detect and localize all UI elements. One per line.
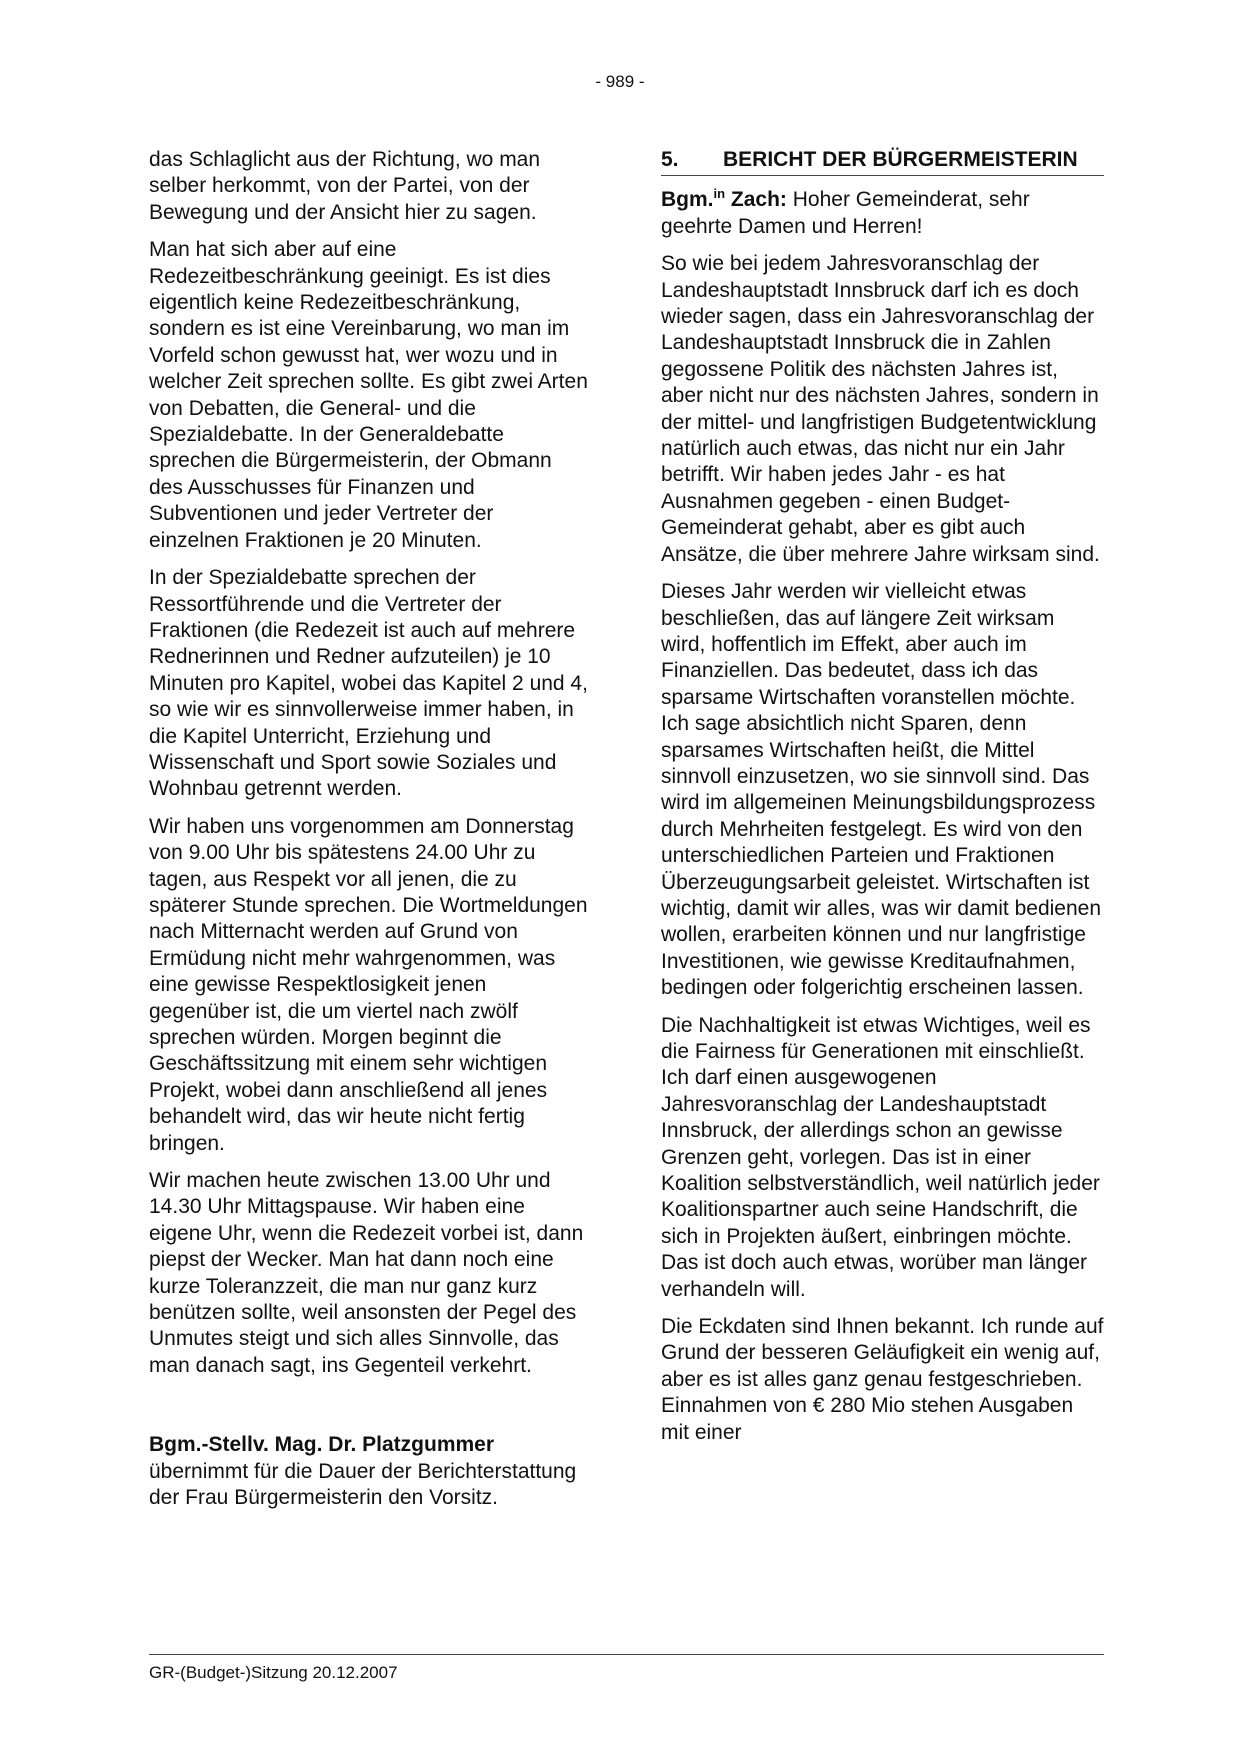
chair-note [149,1432,589,1511]
paragraph: Wir machen heute zwischen 13.00 Uhr und 14.30 Uhr Mittagspause. Wir haben eine eigene Uhr, wenn die Redezeit vorbei ist, dann piepst der Wecker. Man hat dann noch eine kurze Toleranzzeit, die man nur ganz kurz benützen sollte, weil ansonsten der Pegel des Unmutes steigt und sich alles Sinnvolle, das man danach sagt, ins Gegenteil verkehrt. [149,1169,584,1377]
speaker-superscript: in [713,186,726,202]
chair-name: Bgm.-Stellv. Mag. Dr. Platzgummer [149,1433,495,1457]
page-number: - 989 - [595,72,645,91]
paragraph: Die Eckdaten sind Ihnen bekannt. Ich runde auf Grund der besseren Geläufigkeit ein wenig auf, aber es ist alles ganz genau festgeschrieben. Einnahmen von € 280 Mio stehen Ausgaben mit einer [661,1315,1104,1444]
chair-text: übernimmt für die Dauer der Berichterstattung der Frau Bürgermeisterin den Vorsitz. [149,1459,577,1510]
speaker-title: Bgm. [661,188,714,212]
paragraph: Die Nachhaltigkeit ist etwas Wichtiges, weil es die Fairness für Generationen mit einschließt. Ich darf einen ausgewogenen Jahresvoranschlag der Landeshauptstadt Innsbruck, der allerdings schon an gewisse Grenzen geht, vorlegen. Das ist in einer Koalition selbstverständlich, weil natürlich jeder Koalitionspartner auch seine Handschrift, die sich in Projekten äußert, einbringen möchte. Das ist doch auch etwas, worüber man länger verhandeln will. [661,1013,1100,1301]
speaker-text: Hoher Gemeinderat, sehr geehrte Damen und Herren! [661,188,1030,238]
paragraph: das Schlaglicht aus der Richtung, wo man selber herkommt, von der Partei, von der Bewegung und der Ansicht hier zu sagen. [149,148,541,224]
footer-rule [149,1654,1104,1655]
left-column [149,147,589,1523]
speaker-name: Zach: [730,188,787,212]
paragraph: Wir haben uns vorgenommen am Donnerstag von 9.00 Uhr bis spätestens 24.00 Uhr zu tagen, aus Respekt vor all jenen, die zu späterer Stunde sprechen. Die Wortmeldungen nach Mitternacht werden auf Grund von Ermüdung nicht mehr wahrgenommen, was eine gewisse Respektlosigkeit jenen gegenüber ist, die um viertel nach zwölf sprechen würden. Morgen beginnt die Geschäftssitzung mit einem sehr wichtigen Projekt, wobei dann anschließend all jenes behandelt wird, das wir heute nicht fertig bringen. [149,814,588,1155]
footer-text: GR-(Budget-)Sitzung 20.12.2007 [149,1663,398,1682]
paragraph: Man hat sich aber auf eine Redezeitbeschränkung geeinigt. Es ist dies eigentlich keine Redezeitbeschränkung, sondern es ist eine Vereinbarung, wo man im Vorfeld schon gewusst hat, wer wozu und in welcher Zeit sprechen sollte. Es gibt zwei Arten von Debatten, die General- und die Spezialdebatte. In der Generaldebatte sprechen die Bürgermeisterin, der Obmann des Ausschusses für Finanzen und Subventionen und jeder Vertreter der einzelnen Fraktionen je 20 Minuten. [149,238,588,552]
section-title: BERICHT DER BÜRGERMEISTERIN [723,148,1078,171]
section-number: 5. [661,148,679,171]
speaker-label [661,188,787,211]
speaker-intro [661,187,1104,240]
paragraph: So wie bei jedem Jahresvoranschlag der Landeshauptstadt Innsbruck darf ich es doch wieder sagen, dass ein Jahresvoranschlag der Landeshauptstadt Innsbruck die in Zahlen gegossene Politik des nächsten Jahres ist, aber nicht nur des nächsten Jahres, sondern in der mittel- und langfristigen Budgetentwicklung natürlich auch etwas, das nicht nur ein Jahr betrifft. Wir haben jedes Jahr - es hat Ausnahmen gegeben - einen Budget-Gemeinderat gehabt, aber es gibt auch Ansätze, die über mehrere Jahre wirksam sind. [661,252,1100,566]
section-heading [661,147,1104,176]
paragraph: In der Spezialdebatte sprechen der Ressortführende und die Vertreter der Fraktionen (die Redezeit ist auch auf mehrere Rednerinnen und Redner aufzuteilen) je 10 Minuten pro Kapitel, wobei das Kapitel 2 und 4, so wie wir es sinnvollerweise immer haben, in die Kapitel Unterricht, Erziehung und Wissenschaft und Sport sowie Soziales und Wohnbau getrennt werden. [149,566,588,801]
right-column [661,147,1104,1457]
paragraph: Dieses Jahr werden wir vielleicht etwas beschließen, das auf längere Zeit wirksam wird, hoffentlich im Effekt, aber auch im Finanziellen. Das bedeutet, dass ich das sparsame Wirtschaften voranstellen möchte. Ich sage absichtlich nicht Sparen, denn sparsames Wirtschaften heißt, die Mittel sinnvoll einzusetzen, wo sie sinnvoll sind. Das wird im allgemeinen Meinungsbildungsprozess durch Mehrheiten festgelegt. Es wird von den unterschiedlichen Parteien und Fraktionen Überzeugungsarbeit geleistet. Wirtschaften ist wichtig, damit wir alles, was wir damit bedienen wollen, erarbeiten können und nur langfristige Investitionen, wie gewisse Kreditaufnahmen, bedingen oder folgerichtig erscheinen lassen. [661,580,1102,1000]
